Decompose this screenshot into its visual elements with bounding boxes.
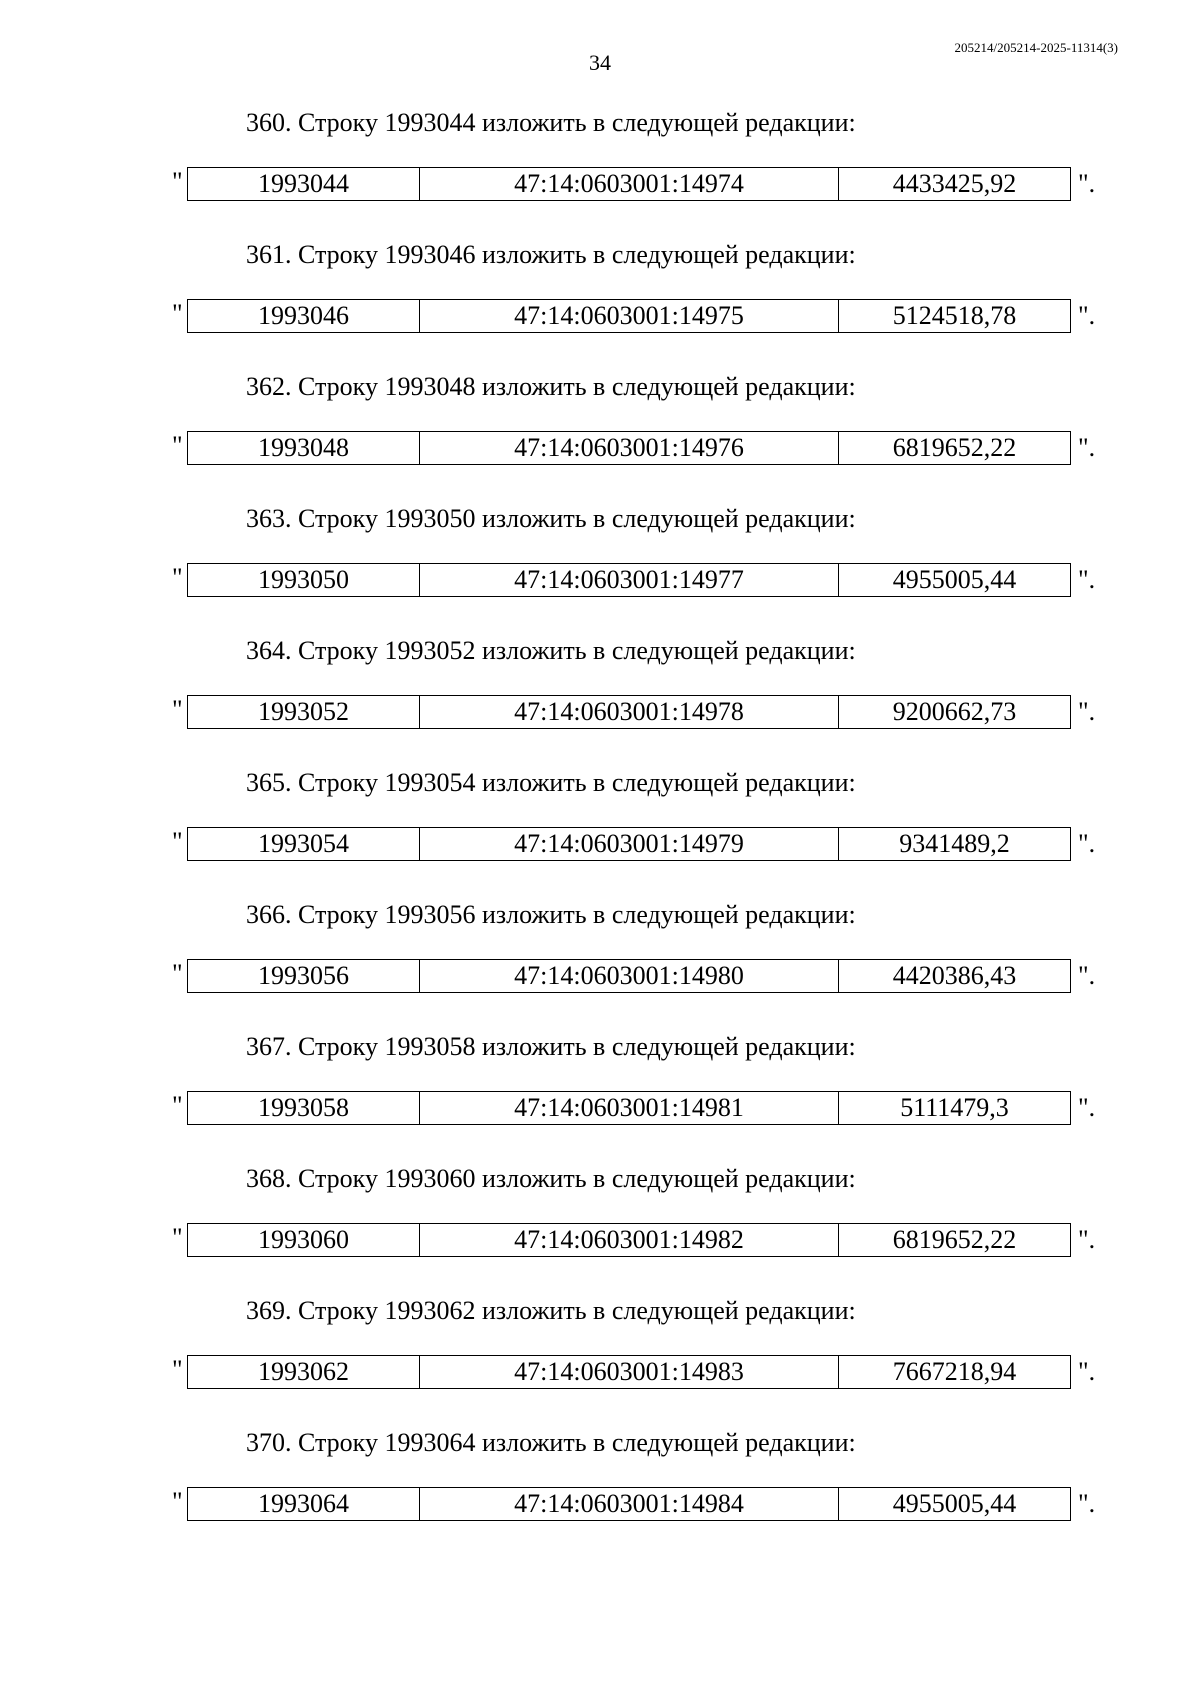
closing-quote: ". <box>1078 1357 1096 1386</box>
opening-quote: " <box>172 1487 183 1516</box>
replacement-row-table <box>187 1223 1071 1257</box>
closing-quote: ". <box>1078 1489 1096 1518</box>
replacement-row-table <box>187 1091 1071 1125</box>
opening-quote: " <box>172 431 183 460</box>
amendment-instruction: 368. Строку 1993060 изложить в следующей редакции: <box>246 1164 856 1193</box>
cadastral-number-cell: 47:14:0603001:14976 <box>420 432 839 465</box>
cadastral-number-cell: 47:14:0603001:14977 <box>420 564 839 597</box>
table-row <box>188 1488 1071 1521</box>
table-row <box>188 300 1071 333</box>
entry <box>0 372 1200 504</box>
amendment-instruction: 370. Строку 1993064 изложить в следующей редакции: <box>246 1428 856 1457</box>
amendment-instruction: 369. Строку 1993062 изложить в следующей редакции: <box>246 1296 856 1325</box>
amendment-instruction: 367. Строку 1993058 изложить в следующей редакции: <box>246 1032 856 1061</box>
opening-quote: " <box>172 167 183 196</box>
table-row <box>188 1092 1071 1125</box>
document-code: 205214/205214-2025-11314(3) <box>954 40 1118 55</box>
cadastral-number-cell: 47:14:0603001:14983 <box>420 1356 839 1389</box>
entry <box>0 1032 1200 1164</box>
amendment-instruction: 363. Строку 1993050 изложить в следующей редакции: <box>246 504 856 533</box>
table-row <box>188 960 1071 993</box>
value-cell: 7667218,94 <box>839 1356 1071 1389</box>
value-cell: 4955005,44 <box>839 564 1071 597</box>
table-row <box>188 564 1071 597</box>
replacement-row-table <box>187 959 1071 993</box>
value-cell: 9341489,2 <box>839 828 1071 861</box>
row-number-cell: 1993062 <box>188 1356 420 1389</box>
closing-quote: ". <box>1078 565 1096 594</box>
entry <box>0 240 1200 372</box>
row-number-cell: 1993060 <box>188 1224 420 1257</box>
entry <box>0 108 1200 240</box>
amendment-instruction: 361. Строку 1993046 изложить в следующей редакции: <box>246 240 856 269</box>
closing-quote: ". <box>1078 301 1096 330</box>
cadastral-number-cell: 47:14:0603001:14984 <box>420 1488 839 1521</box>
entry <box>0 900 1200 1032</box>
opening-quote: " <box>172 563 183 592</box>
table-row <box>188 432 1071 465</box>
cadastral-number-cell: 47:14:0603001:14975 <box>420 300 839 333</box>
row-number-cell: 1993044 <box>188 168 420 201</box>
value-cell: 4955005,44 <box>839 1488 1071 1521</box>
cadastral-number-cell: 47:14:0603001:14981 <box>420 1092 839 1125</box>
cadastral-number-cell: 47:14:0603001:14982 <box>420 1224 839 1257</box>
amendment-instruction: 364. Строку 1993052 изложить в следующей редакции: <box>246 636 856 665</box>
opening-quote: " <box>172 299 183 328</box>
replacement-row-table <box>187 827 1071 861</box>
row-number-cell: 1993054 <box>188 828 420 861</box>
entry <box>0 1296 1200 1428</box>
opening-quote: " <box>172 695 183 724</box>
entry <box>0 768 1200 900</box>
opening-quote: " <box>172 1091 183 1120</box>
closing-quote: ". <box>1078 961 1096 990</box>
value-cell: 4420386,43 <box>839 960 1071 993</box>
table-row <box>188 168 1071 201</box>
value-cell: 9200662,73 <box>839 696 1071 729</box>
table-row <box>188 1356 1071 1389</box>
value-cell: 5111479,3 <box>839 1092 1071 1125</box>
amendment-instruction: 366. Строку 1993056 изложить в следующей редакции: <box>246 900 856 929</box>
opening-quote: " <box>172 1223 183 1252</box>
closing-quote: ". <box>1078 433 1096 462</box>
table-row <box>188 828 1071 861</box>
opening-quote: " <box>172 827 183 856</box>
entry <box>0 1164 1200 1296</box>
replacement-row-table <box>187 299 1071 333</box>
closing-quote: ". <box>1078 169 1096 198</box>
value-cell: 6819652,22 <box>839 432 1071 465</box>
entry <box>0 1428 1200 1560</box>
closing-quote: ". <box>1078 697 1096 726</box>
value-cell: 6819652,22 <box>839 1224 1071 1257</box>
entry <box>0 504 1200 636</box>
closing-quote: ". <box>1078 1093 1096 1122</box>
row-number-cell: 1993056 <box>188 960 420 993</box>
replacement-row-table <box>187 563 1071 597</box>
opening-quote: " <box>172 959 183 988</box>
replacement-row-table <box>187 1487 1071 1521</box>
replacement-row-table <box>187 167 1071 201</box>
replacement-row-table <box>187 431 1071 465</box>
entry <box>0 636 1200 768</box>
table-row <box>188 696 1071 729</box>
amendment-instruction: 360. Строку 1993044 изложить в следующей редакции: <box>246 108 856 137</box>
row-number-cell: 1993050 <box>188 564 420 597</box>
cadastral-number-cell: 47:14:0603001:14980 <box>420 960 839 993</box>
row-number-cell: 1993064 <box>188 1488 420 1521</box>
cadastral-number-cell: 47:14:0603001:14979 <box>420 828 839 861</box>
replacement-row-table <box>187 1355 1071 1389</box>
row-number-cell: 1993052 <box>188 696 420 729</box>
closing-quote: ". <box>1078 1225 1096 1254</box>
replacement-row-table <box>187 695 1071 729</box>
cadastral-number-cell: 47:14:0603001:14978 <box>420 696 839 729</box>
closing-quote: ". <box>1078 829 1096 858</box>
value-cell: 4433425,92 <box>839 168 1071 201</box>
page-number: 34 <box>589 50 611 75</box>
row-number-cell: 1993046 <box>188 300 420 333</box>
row-number-cell: 1993058 <box>188 1092 420 1125</box>
opening-quote: " <box>172 1355 183 1384</box>
amendment-instruction: 365. Строку 1993054 изложить в следующей редакции: <box>246 768 856 797</box>
amendment-instruction: 362. Строку 1993048 изложить в следующей редакции: <box>246 372 856 401</box>
cadastral-number-cell: 47:14:0603001:14974 <box>420 168 839 201</box>
row-number-cell: 1993048 <box>188 432 420 465</box>
value-cell: 5124518,78 <box>839 300 1071 333</box>
table-row <box>188 1224 1071 1257</box>
